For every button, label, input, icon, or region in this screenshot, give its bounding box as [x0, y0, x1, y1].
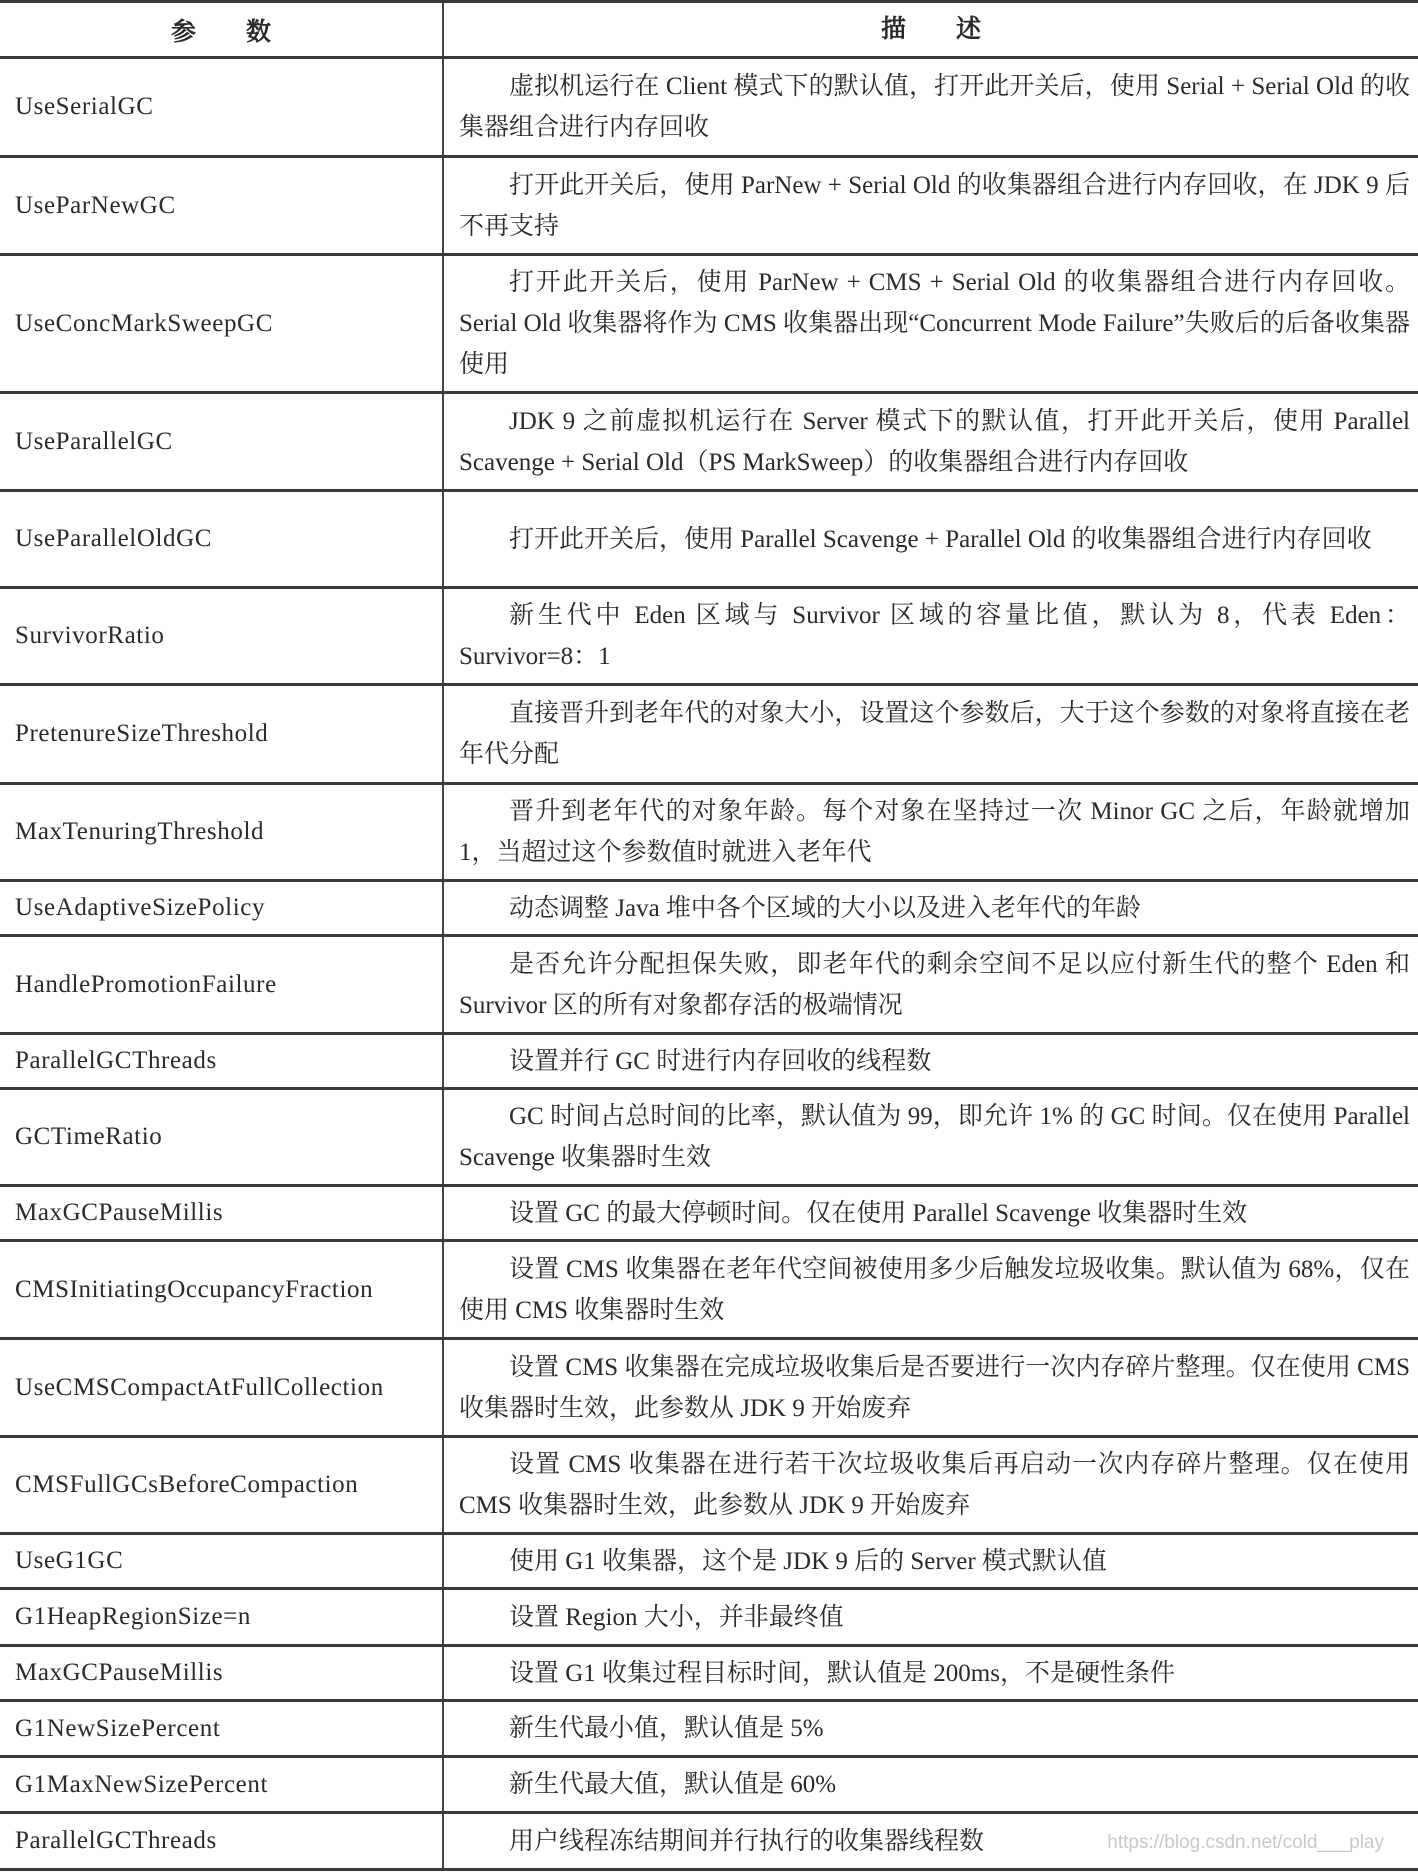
param-cell — [0, 1590, 444, 1644]
table-row — [0, 1035, 1418, 1090]
param-cell — [0, 882, 444, 934]
param-description: 打开此开关后，使用 Parallel Scavenge + Parallel Old 的收集器组合进行内存回收 — [509, 525, 1372, 553]
desc-cell — [444, 256, 1418, 391]
table-row — [0, 394, 1418, 492]
param-description: 设置 CMS 收集器在进行若干次垃圾收集后再启动一次内存碎片整理。仅在使用 CMS 收集器时生效，此参数从 JDK 9 开始废弃 — [459, 1451, 1410, 1519]
table-body — [0, 59, 1418, 1871]
table-row — [0, 1647, 1418, 1702]
table-row — [0, 1590, 1418, 1647]
header-param-label: 参 数 — [170, 18, 271, 46]
param-description: GC 时间占总时间的比率，默认值为 99，即允许 1% 的 GC 时间。仅在使用 Parallel Scavenge 收集器时生效 — [459, 1103, 1410, 1171]
param-description: 新生代中 Eden 区域与 Survivor 区域的容量比值，默认为 8，代表 Eden：Survivor=8：1 — [459, 602, 1410, 670]
param-name: CMSFullGCsBeforeCompaction — [15, 1471, 359, 1498]
desc-cell — [444, 394, 1418, 489]
table-row — [0, 158, 1418, 256]
param-cell — [0, 394, 444, 489]
param-cell — [0, 937, 444, 1032]
param-name: SurvivorRatio — [15, 622, 165, 649]
desc-cell — [444, 1758, 1418, 1811]
param-name: UseConcMarkSweepGC — [15, 309, 273, 337]
desc-cell — [444, 59, 1418, 155]
param-name: MaxTenuringThreshold — [15, 818, 265, 845]
param-name: HandlePromotionFailure — [15, 970, 277, 998]
param-cell — [0, 59, 444, 155]
param-name: PretenureSizeThreshold — [15, 720, 269, 747]
param-name: MaxGCPauseMillis — [15, 1659, 224, 1686]
param-description: 设置 GC 的最大停顿时间。仅在使用 Parallel Scavenge 收集器时生效 — [509, 1199, 1248, 1227]
param-description: 是否允许分配担保失败，即老年代的剩余空间不足以应付新生代的整个 Eden 和 Survivor 区的所有对象都存活的极端情况 — [459, 950, 1410, 1019]
param-cell — [0, 158, 444, 253]
table-row — [0, 59, 1418, 158]
header-desc — [444, 3, 1418, 56]
param-description: 动态调整 Java 堆中各个区域的大小以及进入老年代的年龄 — [509, 894, 1141, 922]
desc-cell — [444, 1340, 1418, 1435]
param-description: 设置 G1 收集过程目标时间，默认值是 200ms，不是硬性条件 — [509, 1659, 1175, 1687]
param-description: 打开此开关后，使用 ParNew + CMS + Serial Old 的收集器组合进行内存回收。Serial Old 收集器将作为 CMS 收集器出现“Concurrent Mode Failure”失败后的后备收集器使用 — [459, 269, 1410, 378]
desc-cell — [444, 1702, 1418, 1755]
table-row — [0, 937, 1418, 1035]
desc-cell — [444, 1090, 1418, 1184]
desc-cell — [444, 589, 1418, 683]
table-row — [0, 1090, 1418, 1187]
param-cell — [0, 1340, 444, 1435]
param-description: 用户线程冻结期间并行执行的收集器线程数 — [509, 1827, 985, 1855]
param-description: 新生代最小值，默认值是 5% — [509, 1715, 824, 1742]
param-name: UseCMSCompactAtFullCollection — [15, 1373, 384, 1401]
param-cell — [0, 1035, 444, 1087]
table-row — [0, 1187, 1418, 1242]
param-description: 设置 Region 大小，并非最终值 — [509, 1603, 844, 1631]
param-cell — [0, 1702, 444, 1755]
param-cell — [0, 1187, 444, 1239]
param-cell — [0, 1090, 444, 1184]
table-row — [0, 1702, 1418, 1758]
table-row — [0, 589, 1418, 686]
desc-cell — [444, 937, 1418, 1032]
param-cell — [0, 686, 444, 782]
desc-cell — [444, 1242, 1418, 1337]
param-name: CMSInitiatingOccupancyFraction — [15, 1275, 374, 1303]
param-description: 打开此开关后，使用 ParNew + Serial Old 的收集器组合进行内存回收，在 JDK 9 后不再支持 — [459, 171, 1410, 240]
table-row — [0, 785, 1418, 882]
watermark: https://blog.csdn.net/cold___play — [1107, 1832, 1384, 1853]
desc-cell — [444, 785, 1418, 879]
param-description: 设置并行 GC 时进行内存回收的线程数 — [509, 1047, 932, 1075]
table-row — [0, 882, 1418, 937]
param-cell — [0, 1535, 444, 1587]
param-name: UseSerialGC — [15, 93, 154, 120]
param-name: G1NewSizePercent — [15, 1714, 221, 1742]
table-header — [0, 3, 1418, 59]
param-cell — [0, 256, 444, 391]
param-name: UseParallelOldGC — [15, 525, 213, 552]
param-name: MaxGCPauseMillis — [15, 1199, 224, 1226]
desc-cell — [444, 1438, 1418, 1532]
desc-cell — [444, 1187, 1418, 1239]
param-name: GCTimeRatio — [15, 1123, 163, 1150]
param-description: 虚拟机运行在 Client 模式下的默认值，打开此开关后，使用 Serial + Serial Old 的收集器组合进行内存回收 — [459, 73, 1410, 141]
header-param — [0, 3, 444, 56]
table-row — [0, 256, 1418, 394]
param-name: UseAdaptiveSizePolicy — [15, 894, 266, 921]
param-description: 设置 CMS 收集器在老年代空间被使用多少后触发垃圾收集。默认值为 68%，仅在使用 CMS 收集器时生效 — [459, 1255, 1410, 1324]
param-name: UseParNewGC — [15, 191, 176, 219]
desc-cell — [444, 686, 1418, 782]
table-row — [0, 686, 1418, 785]
param-cell — [0, 1758, 444, 1811]
param-name: G1MaxNewSizePercent — [15, 1770, 268, 1798]
desc-cell — [444, 1647, 1418, 1699]
table-row — [0, 1242, 1418, 1340]
param-description: 晋升到老年代的对象年龄。每个对象在坚持过一次 Minor GC 之后，年龄就增加 1，当超过这个参数值时就进入老年代 — [459, 798, 1410, 866]
param-name: UseG1GC — [15, 1547, 124, 1574]
param-description: 新生代最大值，默认值是 60% — [509, 1771, 837, 1798]
param-cell — [0, 589, 444, 683]
param-cell — [0, 785, 444, 879]
table-row — [0, 1758, 1418, 1814]
table-row — [0, 1340, 1418, 1438]
header-desc-label: 描 述 — [880, 16, 981, 43]
param-cell — [0, 1438, 444, 1532]
param-cell — [0, 1647, 444, 1699]
param-name: ParallelGCThreads — [15, 1047, 217, 1074]
param-name: UseParallelGC — [15, 427, 173, 455]
desc-cell — [444, 1590, 1418, 1644]
desc-cell — [444, 492, 1418, 586]
param-description: 使用 G1 收集器，这个是 JDK 9 后的 Server 模式默认值 — [509, 1547, 1107, 1575]
table-row — [0, 1438, 1418, 1535]
param-name: ParallelGCThreads — [15, 1827, 217, 1854]
desc-cell — [444, 1035, 1418, 1087]
param-description: 直接晋升到老年代的对象大小，设置这个参数后，大于这个参数的对象将直接在老年代分配 — [459, 700, 1410, 768]
desc-cell — [444, 158, 1418, 253]
desc-cell — [444, 1535, 1418, 1587]
param-description: 设置 CMS 收集器在完成垃圾收集后是否要进行一次内存碎片整理。仅在使用 CMS 收集器时生效，此参数从 JDK 9 开始废弃 — [459, 1353, 1410, 1422]
table-row — [0, 492, 1418, 589]
param-cell — [0, 1814, 444, 1868]
param-cell — [0, 492, 444, 586]
param-name: G1HeapRegionSize=n — [15, 1603, 251, 1630]
desc-cell — [444, 882, 1418, 934]
table-row — [0, 1535, 1418, 1590]
param-description: JDK 9 之前虚拟机运行在 Server 模式下的默认值，打开此开关后，使用 Parallel Scavenge + Serial Old（PS MarkSweep）的收集器组合进行内存回收 — [459, 407, 1410, 476]
param-cell — [0, 1242, 444, 1337]
